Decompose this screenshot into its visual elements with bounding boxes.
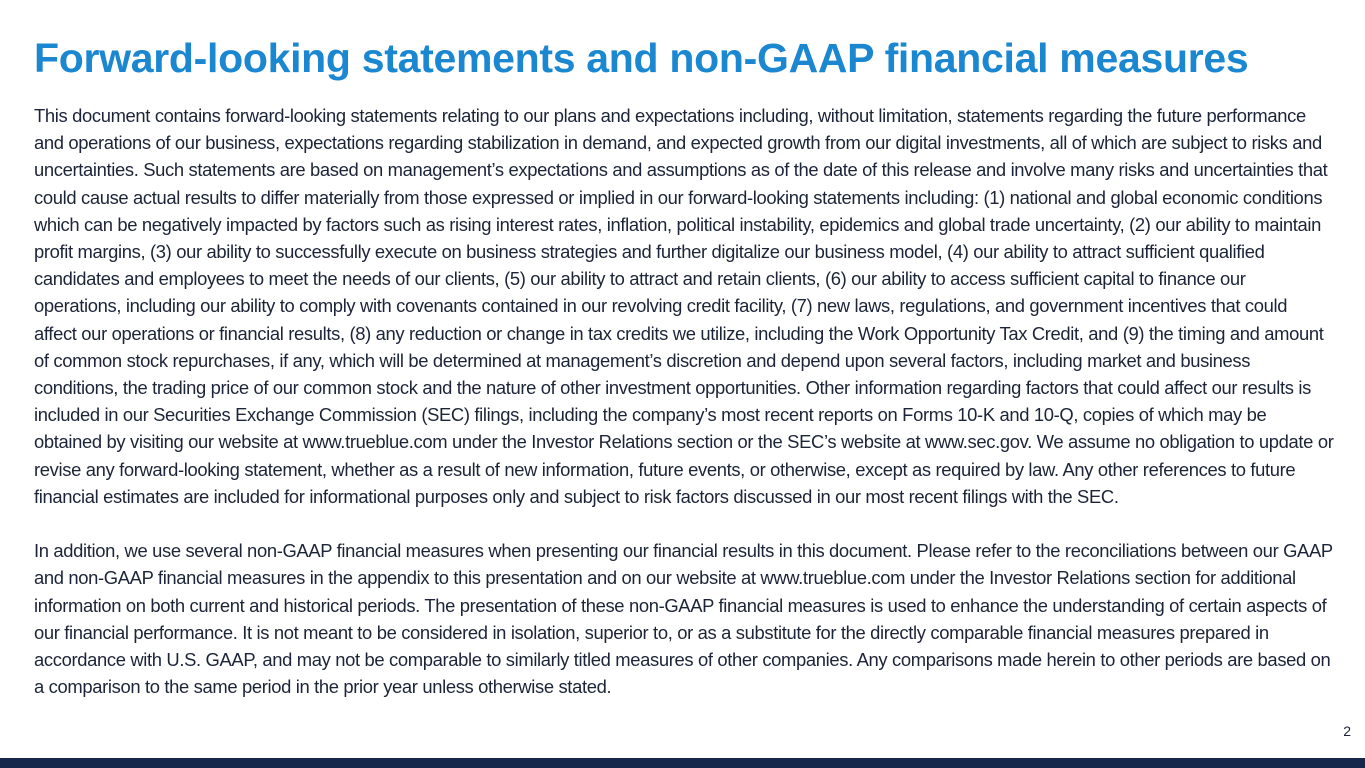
- page-number: 2: [1343, 723, 1351, 739]
- body-text: [34, 102, 1334, 700]
- forward-looking-paragraph: This document contains forward-looking statements relating to our plans and expectations including, without limitation, statements regarding the future performance and operations of our business, expectations regarding stabilization in demand, and expected growth from our digital investments, all of which are subject to risks and uncertainties. Such statements are based on management’s expectations and assumptions as of the date of this release and involve many risks and uncertainties that could cause actual results to differ materially from those expressed or implied in our forward-looking statements including: (1) national and global economic conditions which can be negatively impacted by factors such as rising interest rates, inflation, political instability, epidemics and global trade uncertainty, (2) our ability to maintain profit margins, (3) our ability to successfully execute on business strategies and further digitalize our business model, (4) our ability to attract sufficient qualified candidates and employees to meet the needs of our clients, (5) our ability to attract and retain clients, (6) our ability to access sufficient capital to finance our operations, including our ability to comply with covenants contained in our revolving credit facility, (7) new laws, regulations, and government incentives that could affect our operations or financial results, (8) any reduction or change in tax credits we utilize, including the Work Opportunity Tax Credit, and (9) the timing and amount of common stock repurchases, if any, which will be determined at management’s discretion and depend upon several factors, including market and business conditions, the trading price of our common stock and the nature of other investment opportunities. Other information regarding factors that could affect our results is included in our Securities Exchange Commission (SEC) filings, including the company’s most recent reports on Forms 10-K and 10-Q, copies of which may be obtained by visiting our website at www.trueblue.com under the Investor Relations section or the SEC’s website at www.sec.gov. We assume no obligation to update or revise any forward-looking statement, whether as a result of new information, future events, or otherwise, except as required by law. Any other references to future financial estimates are included for informational purposes only and subject to risk factors discussed in our most recent filings with the SEC.: [34, 105, 1334, 507]
- footer-bar: [0, 758, 1365, 768]
- non-gaap-paragraph: In addition, we use several non-GAAP financial measures when presenting our financial results in this document. Please refer to the reconciliations between our GAAP and non-GAAP financial measures in the appendix to this presentation and on our website at www.trueblue.com under the Investor Relations section for additional information on both current and historical periods. The presentation of these non-GAAP financial measures is used to enhance the understanding of certain aspects of our financial performance. It is not meant to be considered in isolation, superior to, or as a substitute for the directly comparable financial measures prepared in accordance with U.S. GAAP, and may not be comparable to similarly titled measures of other companies. Any comparisons made herein to other periods are based on a comparison to the same period in the prior year unless otherwise stated.: [34, 540, 1333, 698]
- page-title: Forward-looking statements and non-GAAP financial measures: [34, 35, 1249, 81]
